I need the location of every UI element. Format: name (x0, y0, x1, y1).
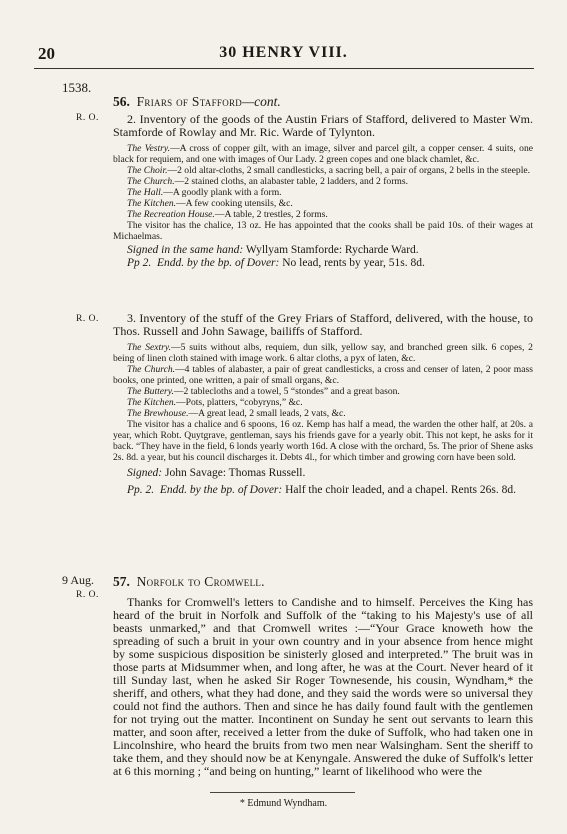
item-2-endorsement: Pp 2. Endd. by the bp. of Dover: No lead, rents by year, 51s. 8d. (127, 257, 425, 269)
entry-56-number: 56. (113, 94, 130, 109)
margin-source-ro-1: R. O. (76, 113, 99, 123)
margin-source-ro-2: R. O. (76, 314, 99, 324)
item-3-inventory (113, 342, 533, 463)
entry-56 (113, 94, 533, 270)
item-3-kitchen: The Kitchen.—Pots, platters, “cobyryns,” &c. (127, 397, 303, 408)
footnote-rule (210, 792, 355, 793)
item-2-vestry: The Vestry.—A cross of copper gilt, with an image, silver and parcel gilt, a copper censer. 4 suits, one black for requiem, and one with images of Our Lady. 2 green copes and one black chamlet, &c. (113, 143, 533, 165)
item-2-inventory (113, 143, 533, 242)
entry-56-cont: —cont. (242, 94, 281, 109)
item-2-church: The Church.—2 stained cloths, an alabaster table, 2 ladders, and 2 forms. (127, 176, 409, 187)
item-2-choir: The Choir.—2 old altar-cloths, 2 small candlesticks, a sacring bell, a pair of organs, 2 bells in the steeple. (127, 165, 531, 176)
item-3-brewhouse: The Brewhouse.—A great lead, 2 small leads, 2 vats, &c. (127, 408, 346, 419)
page-number: 20 (38, 44, 55, 63)
entry-56-item-3 (113, 312, 533, 497)
header-rule (34, 68, 534, 69)
item-3-church: The Church.—4 tables of alabaster, a pair of great candlesticks, a cross and censer of laten, 2 poor mass books, one printed, one written, a pair of small organs, &c. (113, 364, 533, 386)
entry-57-body: Thanks for Cromwell's letters to Candishe and to himself. Perceives the King has heard of the bruit in Norfolk and Suffolk of the “taking to his Majesty's use of all beasts unmarked,” and that Cromwell writes :—“Your Grace knoweth how the spreading of such a bruit in your own country and in your absence from hence might by some suspicious disposition be sinisterly glosed and interpreted.” The bruit was in those parts at Midsummer when, and long after, he was at the Court. Never heard of it till Sunday last, when he asked Sir Roger Townesende, his cousin, Wyndham,* the sheriff, and others, what they had done, and they said the words were so universal they could not find the authors. Then and since he has daily found fault with the gentlemen for not trying out the matter. Incontinent on Sunday he sent out servants to learn this matter, and soon after, received a letter from the duke of Suffolk, who had taken one in Lincolnshire, who heard the bruits from two men near Walsingham. Sent the sheriff to take them, and they should now be at Kenyngale. Answered the duke of Suffolk's letter at 6 this morning ; “and being on hunting,” learnt of likelihood who were the (113, 595, 533, 778)
page-header (0, 44, 567, 66)
entry-56-heading (113, 94, 533, 110)
item-2-recreation: The Recreation House.—A table, 2 trestles, 2 forms. (127, 209, 328, 220)
item-3-lead: 3. Inventory of the stuff of the Grey Friars of Stafford, delivered, with the house, to Thos. Russell and John Sawage, bailiffs of Stafford. (113, 311, 533, 338)
item-2-hall: The Hall.—A goodly plank with a form. (127, 187, 282, 198)
entry-57-heading (113, 574, 533, 590)
entry-57-title: Norfolk to Cromwell. (136, 574, 265, 589)
item-3-endorsement: Pp. 2. Endd. by the bp. of Dover: Half the choir leaded, and a chapel. Rents 26s. 8d. (127, 484, 516, 496)
item-2-signed: Signed in the same hand: Wyllyam Stamforde: Rycharde Ward. (127, 244, 419, 256)
item-2-lead: 2. Inventory of the goods of the Austin Friars of Stafford, delivered to Master Wm. Stamforde of Rowlay and Mr. Ric. Warde of Tylynton. (113, 112, 533, 139)
item-3-buttery: The Buttery.—2 tablecloths and a towel, 5 “stondes” and a great bason. (127, 386, 400, 397)
item-3-signed: Signed: John Savage: Thomas Russell. (127, 467, 306, 479)
item-3-visitor-note: The visitor has a chalice and 6 spoons, 16 oz. Kemp has half a mead, the warden the other half, at 20s. a year, which Robt. Quytgrave, gentleman, says his friends gave for a yearly obit. This not kept, he asks for it back. “They have in the field, 6 londs yearly worth 16d. A close with the orchard, 5s. The prior of Shene asks 2s. 8d. a year, but his council discharges it. Debts 4l., for which timber and growing corn have been sold. (113, 419, 533, 463)
margin-source-ro-3: R. O. (76, 590, 99, 600)
running-head: 30 HENRY VIII. (219, 44, 348, 61)
item-2-visitor-note: The visitor has the chalice, 13 oz. He has appointed that the cooks shall be paid 10s. of their wages at Michaelmas. (113, 220, 533, 242)
item-2-kitchen: The Kitchen.—A few cooking utensils, &c. (127, 198, 293, 209)
item-3-sextry: The Sextry.—5 suits without albs, requiem, dun silk, yellow say, and branched green silk. 6 copes, 2 being of linen cloth stained with image work. 6 altar cloths, a pyx of laten, &c. (113, 342, 533, 364)
footnote: * Edmund Wyndham. (239, 798, 328, 809)
margin-date: 9 Aug. (62, 573, 95, 587)
entry-56-title: Friars of Stafford (136, 94, 243, 109)
entry-57 (113, 574, 533, 778)
margin-year: 1538. (62, 80, 92, 95)
entry-57-number: 57. (113, 574, 130, 589)
